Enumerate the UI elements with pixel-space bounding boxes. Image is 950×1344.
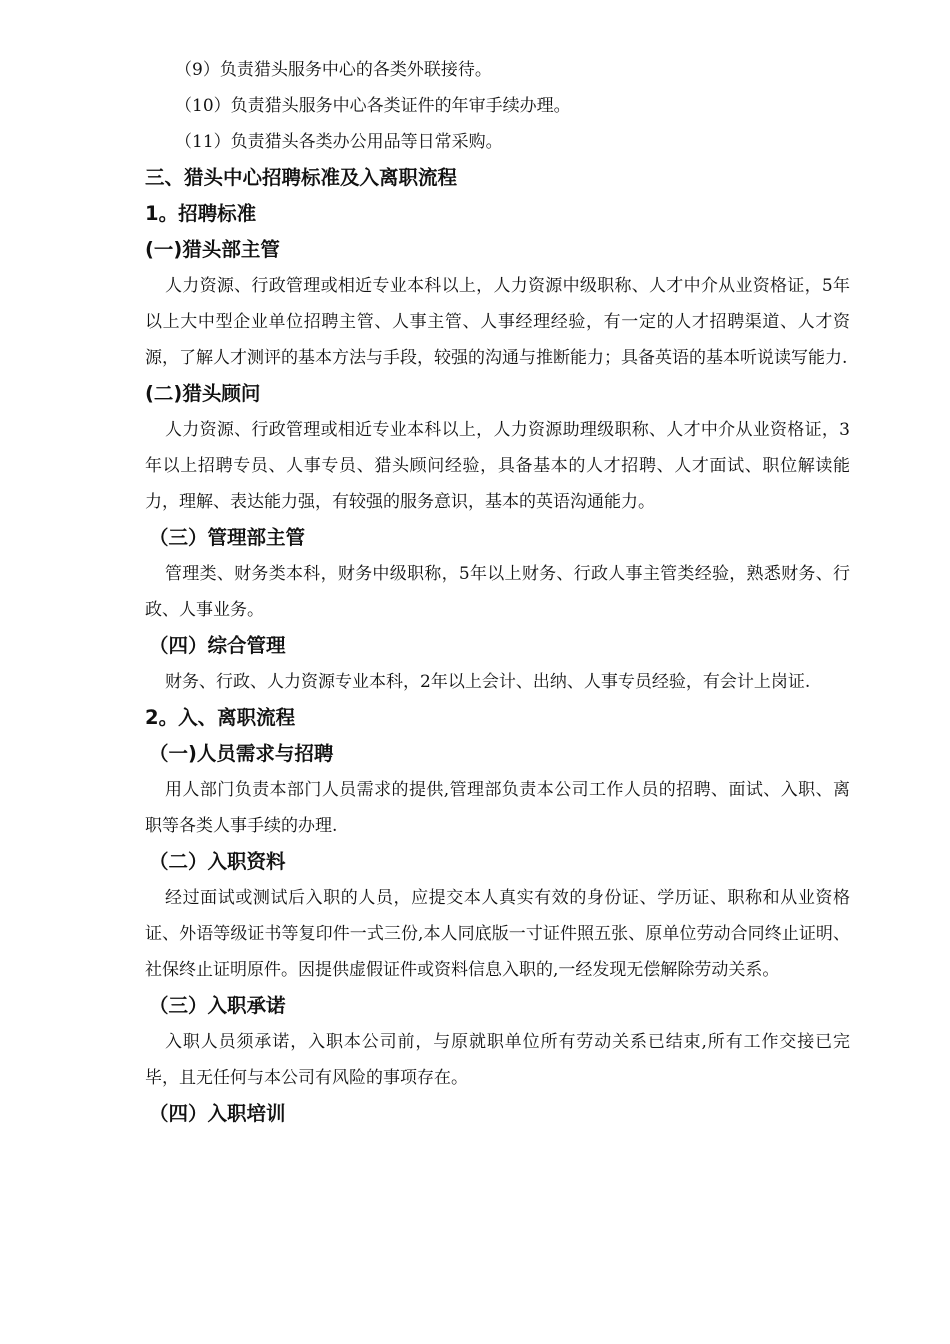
item-paragraph: 入职人员须承诺，入职本公司前，与原就职单位所有劳动关系已结束,所有工作交接已完毕，且无任何与本公司有风险的事项存在。 [145,1032,850,1088]
item-heading: (二)猎头顾问 [145,382,261,405]
list-item: （11）负责猎头各类办公用品等日常采购。 [175,132,503,152]
item-paragraph: 用人部门负责本部门人员需求的提供,管理部负责本公司工作人员的招聘、面试、入职、离职等各类人事手续的办理. [145,780,850,836]
document-body [145,52,850,1132]
item-paragraph: 财务、行政、人力资源专业本科，2年以上会计、出纳、人事专员经验，有会计上岗证. [165,672,811,692]
item-heading: （一)人员需求与招聘 [149,742,334,765]
list-item: （10）负责猎头服务中心各类证件的年审手续办理。 [175,96,571,116]
subsection-title: 2。入、离职流程 [145,706,296,729]
item-paragraph: 经过面试或测试后入职的人员，应提交本人真实有效的身份证、学历证、职称和从业资格证、外语等级证书等复印件一式三份,本人同底版一寸证件照五张、原单位劳动合同终止证明、社保终止证明原件。因提供虚假证件或资料信息入职的,一经发现无偿解除劳动关系。 [145,888,850,980]
list-item: （9）负责猎头服务中心的各类外联接待。 [175,60,492,80]
section-title: 三、猎头中心招聘标准及入离职流程 [145,166,458,189]
item-heading: (一)猎头部主管 [145,238,280,261]
item-heading: （三）管理部主管 [149,526,306,549]
item-paragraph: 人力资源、行政管理或相近专业本科以上，人力资源助理级职称、人才中介从业资格证，3年以上招聘专员、人事专员、猎头顾问经验，具备基本的人才招聘、人才面试、职位解读能力，理解、表达能力强，有较强的服务意识，基本的英语沟通能力。 [145,420,850,512]
item-paragraph: 人力资源、行政管理或相近专业本科以上，人力资源中级职称、人才中介从业资格证，5年以上大中型企业单位招聘主管、人事主管、人事经理经验，有一定的人才招聘渠道、人才资源，了解人才测评的基本方法与手段，较强的沟通与推断能力；具备英语的基本听说读写能力. [145,276,850,368]
item-heading: （二）入职资料 [149,850,286,873]
item-paragraph: 管理类、财务类本科，财务中级职称，5年以上财务、行政人事主管类经验，熟悉财务、行政、人事业务。 [145,564,850,620]
subsection-title: 1。招聘标准 [145,202,257,225]
item-heading: （四）入职培训 [149,1102,286,1125]
item-heading: （三）入职承诺 [149,994,286,1017]
item-heading: （四）综合管理 [149,634,286,657]
